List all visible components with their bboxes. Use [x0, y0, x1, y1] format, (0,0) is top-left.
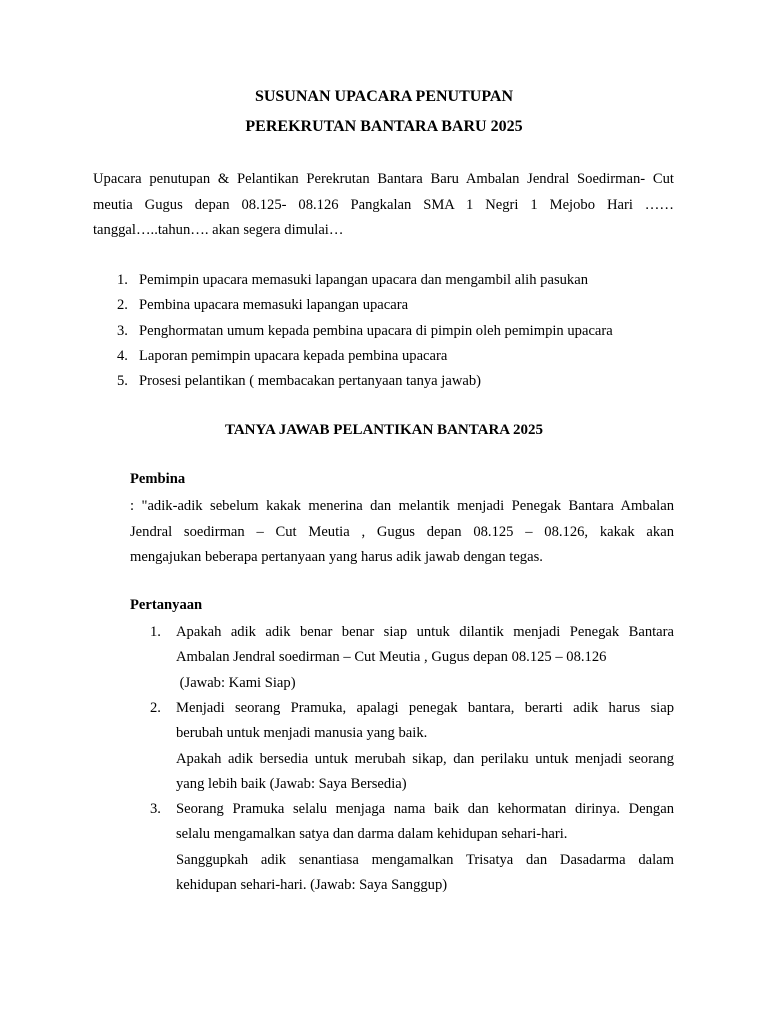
paragraph-line: : "adik-adik sebelum kakak menerina dan melantik menjadi Penegak Bantara Ambalan	[130, 498, 674, 514]
question-line: Ambalan Jendral soedirman – Cut Meutia , Gugus depan 08.125 – 08.126	[176, 649, 607, 666]
list-item	[93, 319, 613, 344]
question-line: Seorang Pramuka selalu menjaga nama baik dan kehormatan dirinya. Dengan	[176, 801, 674, 817]
answer-line: (Jawab: Kami Siap)	[176, 674, 296, 691]
intro-line: meutia Gugus depan 08.125- 08.126 Pangkalan SMA 1 Negri 1 Mejobo Hari ……	[93, 196, 674, 213]
list-item	[93, 293, 613, 318]
paragraph-line: Jendral soedirman – Cut Meutia , Gugus depan 08.125 – 08.126, kakak akan	[130, 523, 674, 540]
question-number: 2.	[150, 700, 161, 716]
question-line: berubah untuk menjadi manusia yang baik.	[176, 725, 428, 742]
ceremony-steps-list	[93, 268, 613, 394]
question-item	[150, 797, 674, 898]
intro-paragraph	[93, 167, 674, 244]
list-number: 2.	[117, 297, 128, 314]
section-title: TANYA JAWAB PELANTIKAN BANTARA 2025	[224, 422, 544, 438]
list-number: 4.	[117, 347, 128, 364]
pembina-heading: Pembina	[130, 471, 186, 487]
list-item	[93, 344, 613, 369]
answer-line: kehidupan sehari-hari. (Jawab: Saya Sanggup)	[176, 876, 448, 893]
pertanyaan-heading: Pertanyaan	[130, 597, 203, 613]
question-line: Apakah adik bersedia untuk merubah sikap, dan perilaku untuk menjadi seorang	[176, 750, 674, 767]
question-item	[150, 696, 674, 797]
document-title-line2: PEREKRUTAN BANTARA BARU 2025	[245, 118, 523, 135]
list-number: 3.	[117, 322, 128, 339]
list-text: Prosesi pelantikan ( membacakan pertanyaan tanya jawab)	[139, 373, 481, 390]
list-text: Laporan pemimpin upacara kepada pembina upacara	[139, 347, 448, 364]
question-number: 3.	[150, 801, 161, 817]
list-text: Penghormatan umum kepada pembina upacara di pimpin oleh pemimpin upacara	[139, 322, 613, 339]
list-text: Pemimpin upacara memasuki lapangan upacara dan mengambil alih pasukan	[139, 272, 589, 288]
intro-line: tanggal…..tahun…. akan segera dimulai…	[93, 222, 344, 238]
document-title: SUSUNAN UPACARA PENUTUPAN	[254, 88, 514, 105]
paragraph-line: mengajukan beberapa pertanyaan yang harus adik jawab dengan tegas.	[130, 549, 543, 565]
question-line: Sanggupkah adik senantiasa mengamalkan Trisatya dan Dasadarma dalam	[176, 851, 674, 868]
question-number: 1.	[150, 624, 161, 640]
question-line: Apakah adik adik benar benar siap untuk dilantik menjadi Penegak Bantara	[176, 624, 674, 640]
answer-line: yang lebih baik (Jawab: Saya Bersedia)	[176, 775, 407, 792]
list-number: 5.	[117, 373, 128, 390]
question-item	[150, 620, 674, 696]
question-line: selalu mengamalkan satya dan darma dalam kehidupan sehari-hari.	[176, 826, 568, 843]
list-item	[93, 268, 613, 293]
pembina-paragraph	[130, 494, 674, 571]
question-line: Menjadi seorang Pramuka, apalagi penegak bantara, berarti adik harus siap	[176, 700, 674, 716]
list-number: 1.	[117, 272, 128, 288]
list-item	[93, 369, 613, 394]
intro-line: Upacara penutupan & Pelantikan Perekrutan Bantara Baru Ambalan Jendral Soedirman- Cut	[93, 171, 674, 187]
list-text: Pembina upacara memasuki lapangan upacara	[139, 297, 409, 314]
